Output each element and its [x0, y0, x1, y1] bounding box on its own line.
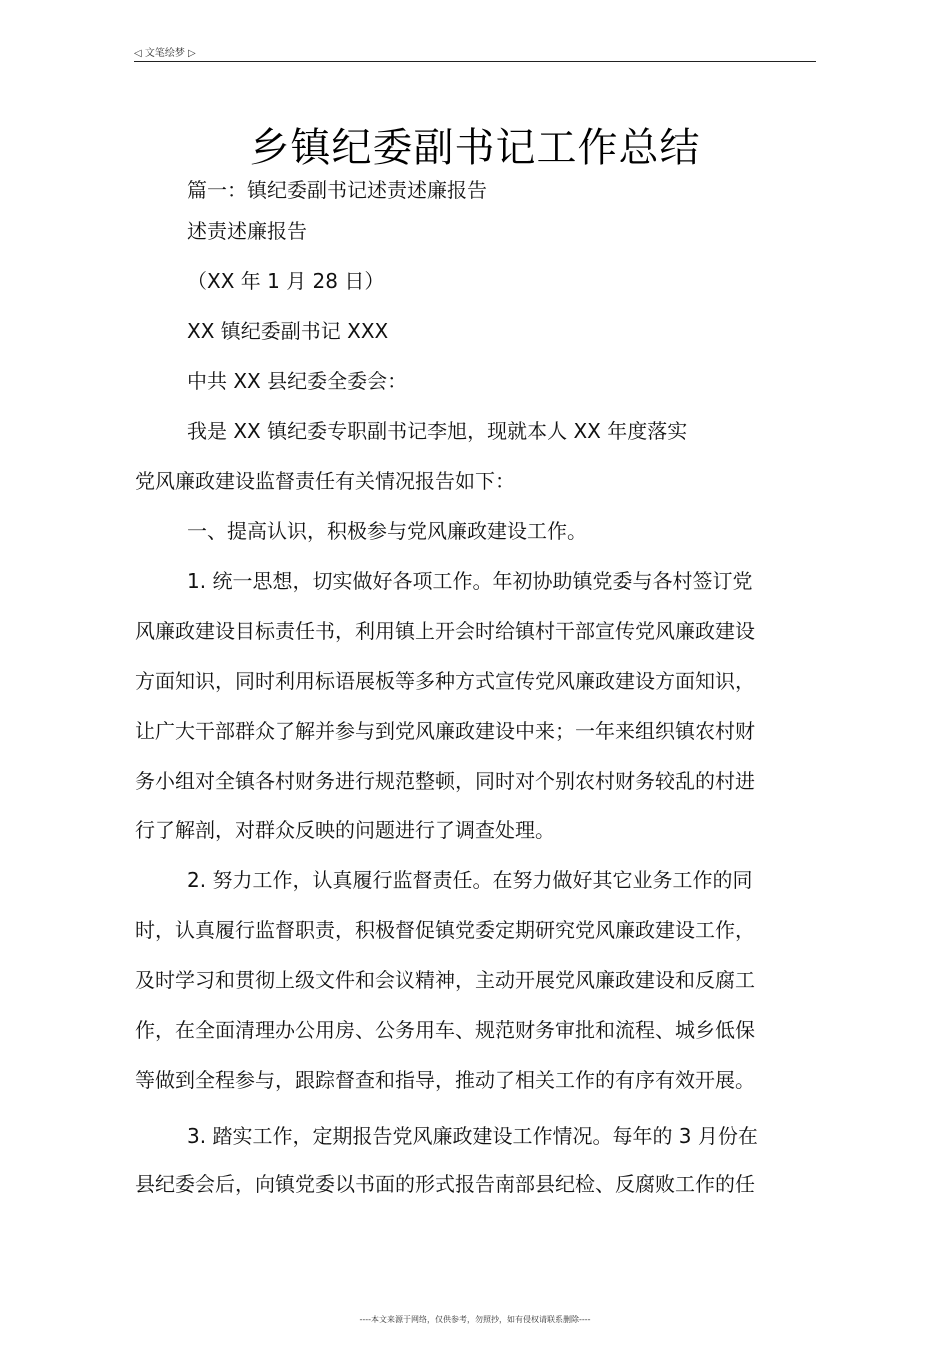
paragraph-line: 行了解剖，对群众反映的问题进行了调查处理。: [135, 818, 555, 842]
paragraph-line: 让广大干部群众了解并参与到党风廉政建设中来；一年来组织镇农村财: [135, 719, 755, 743]
page-footer: ----本文来源于网络，仅供参考，勿照抄，如有侵权请联系删除----: [359, 1315, 591, 1324]
paragraph-line: 务小组对全镇各村财务进行规范整顿，同时对个别农村财务较乱的村进: [135, 769, 755, 793]
paragraph-line: 等做到全程参与，跟踪督查和指导，推动了相关工作的有序有效开展。: [135, 1068, 755, 1092]
report-date: （XX 年 1 月 28 日）: [187, 269, 385, 293]
subsection-heading: 一、提高认识，积极参与党风廉政建设工作。: [187, 519, 587, 543]
paragraph-line: 时，认真履行监督职责，积极督促镇党委定期研究党风廉政建设工作，: [135, 918, 755, 942]
report-author: XX 镇纪委副书记 XXX: [187, 319, 389, 343]
header-logo-text: ◁ 文笔绘梦 ▷: [134, 48, 196, 59]
paragraph-line: 县纪委会后，向镇党委以书面的形式报告南部县纪检、反腐败工作的任: [135, 1172, 755, 1196]
paragraph-line: 风廉政建设目标责任书，利用镇上开会时给镇村干部宣传党风廉政建设: [135, 619, 755, 643]
report-title: 述责述廉报告: [187, 219, 307, 243]
paragraph-line: 方面知识，同时利用标语展板等多种方式宣传党风廉政建设方面知识，: [135, 669, 755, 693]
paragraph-line: 党风廉政建设监督责任有关情况报告如下：: [135, 469, 515, 493]
paragraph-line: 1. 统一思想，切实做好各项工作。年初协助镇党委与各村签订党: [187, 569, 753, 593]
paragraph-line: 作，在全面清理办公用房、公务用车、规范财务审批和流程、城乡低保: [135, 1018, 755, 1042]
header-rule: [134, 61, 816, 62]
salutation: 中共 XX 县纪委全委会：: [187, 369, 408, 393]
paragraph-line: 3. 踏实工作，定期报告党风廉政建设工作情况。每年的 3 月份在: [187, 1124, 758, 1148]
paragraph-line: 我是 XX 镇纪委专职副书记李旭，现就本人 XX 年度落实: [187, 419, 688, 443]
paragraph-line: 2. 努力工作，认真履行监督责任。在努力做好其它业务工作的同: [187, 868, 753, 892]
document-title: 乡镇纪委副书记工作总结: [249, 125, 701, 171]
section-heading: 篇一：镇纪委副书记述责述廉报告: [187, 178, 487, 202]
paragraph-line: 及时学习和贯彻上级文件和会议精神，主动开展党风廉政建设和反腐工: [135, 968, 755, 992]
